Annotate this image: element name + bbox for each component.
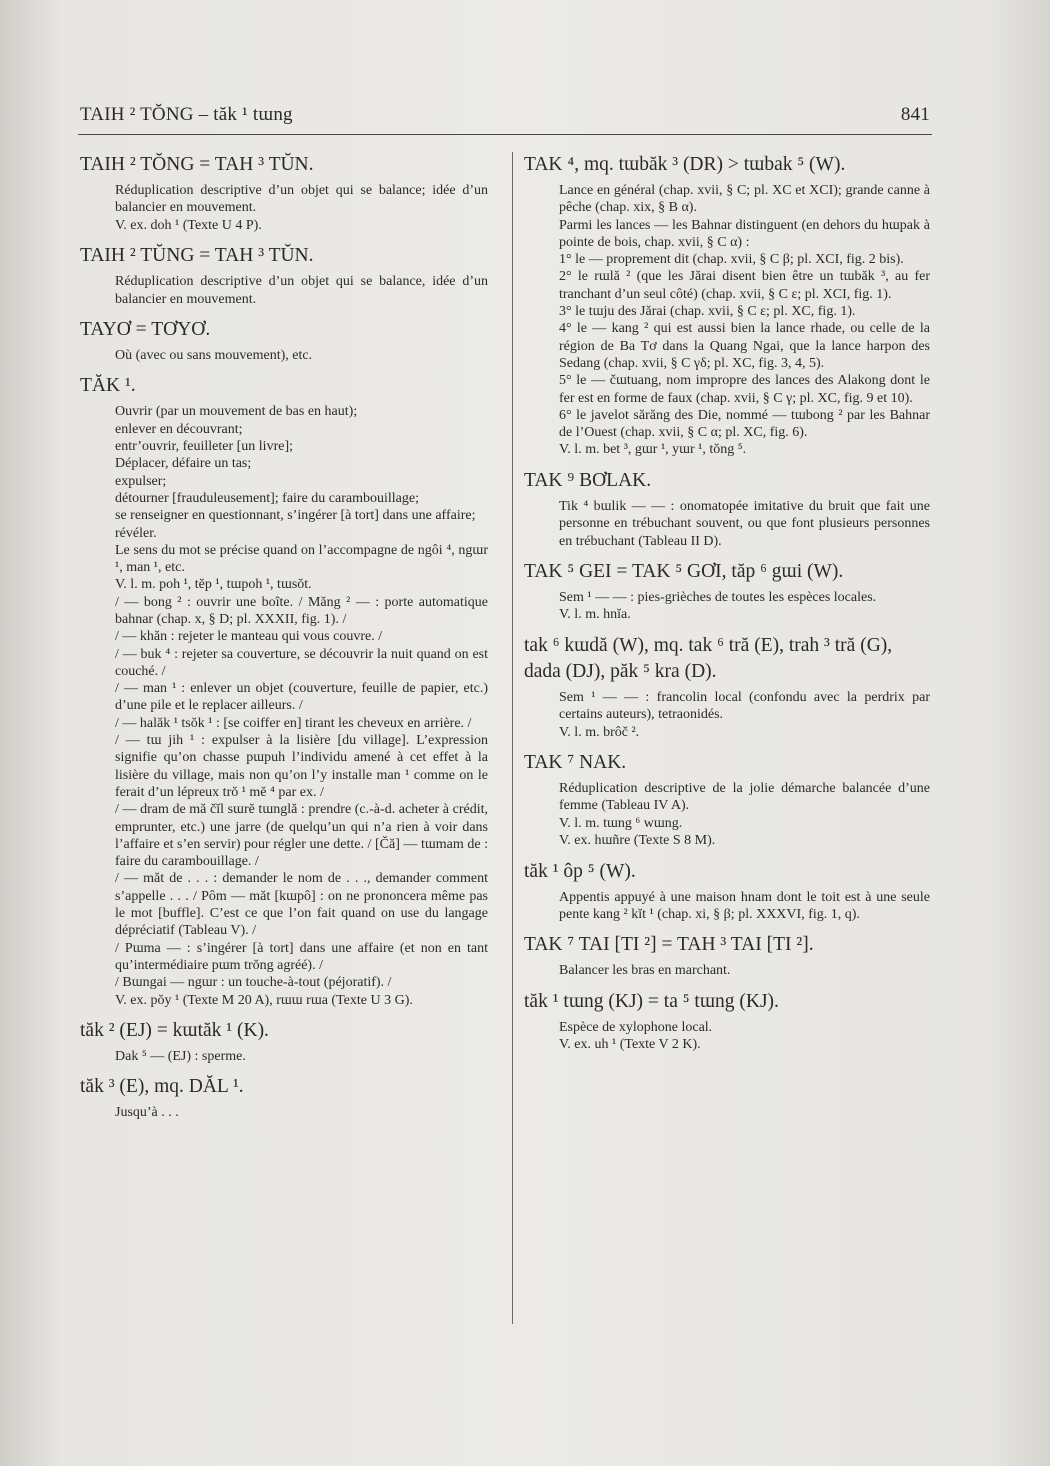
entry-line: Où (avec ou sans mouvement), etc.	[115, 348, 313, 364]
entry-headword: TAK ⁷ NAK.	[524, 752, 627, 773]
entry-line: / — tɯ jih ¹ : expulser à la lisière [du village]. L’expression signifie qu’on chasse pɯpuh l’individu amené à cet effet à la lisière du village, mais non qu’on l’y installe man ¹ comme on le ferait d’un lépreux trŏ ¹ mĕ ⁴ par ex. /	[115, 733, 488, 800]
dictionary-entry	[80, 1018, 488, 1065]
entry-line: 3° le tɯju des Jărai (chap. xvii, § C ε; pl. XC, fig. 1).	[559, 304, 856, 320]
dictionary-entry	[524, 750, 930, 850]
dictionary-entry	[80, 373, 488, 1008]
entry-body	[559, 689, 930, 741]
entry-headword: TAYƠ = TƠYƠ.	[80, 319, 211, 341]
entry-body	[115, 347, 488, 364]
entry-body	[115, 1048, 488, 1065]
dictionary-entry	[80, 243, 488, 308]
entry-headword: tak ⁶ kɯdă (W), mq. tak ⁶ tră (E), trah ³ tră (G), dada (DJ), păk ⁵ kra (D).	[524, 634, 893, 682]
entry-body	[559, 589, 930, 624]
left-column	[80, 152, 488, 1131]
right-column	[524, 152, 930, 1063]
entry-line: Le sens du mot se précise quand on l’accompagne de ngôi ⁴, ngɯr ¹, man ¹, etc.	[115, 542, 488, 576]
entry-line: / — măt de . . . : demander le nom de . . ., demander comment s’appelle . . . / Pôm — măt [kɯpô] : on ne prononcera même pas le mot [buffle]. C’est ce que l’on fait quand on use du langage dépréciatif (Tableau V). /	[115, 871, 488, 939]
running-head	[80, 104, 930, 126]
entry-line: V. l. m. tɯng ⁶ wɯng.	[559, 815, 683, 831]
entry-headword: TAK ⁹ BƠLAK.	[524, 469, 652, 491]
entry-body	[559, 498, 930, 550]
entry-line: enlever en découvrant;	[115, 421, 243, 437]
column-divider	[512, 152, 513, 1324]
entry-line: 4° le — kang ² qui est aussi bien la lance rhade, ou celle de la région de Ba Tơ dans la Quang Ngai, que la lance harpon des Sedang (chap. xvii, § C γδ; pl. XC, fig. 3, 4, 5).	[559, 321, 930, 371]
entry-line: Dak ⁵ — (EJ) : sperme.	[115, 1048, 246, 1064]
entry-body	[559, 962, 930, 979]
entry-headword: tăk ¹ tɯng (KJ) = ta ⁵ tɯng (KJ).	[524, 990, 779, 1012]
entry-line: Jusqu’à . . .	[115, 1105, 179, 1121]
entry-headword: tăk ³ (E), mq. DĂL ¹.	[80, 1076, 244, 1098]
dictionary-entry	[80, 1074, 488, 1121]
entry-line: / — man ¹ : enlever un objet (couverture, feuille de papier, etc.) d’une pile et le replacer ailleurs. /	[115, 681, 488, 714]
entry-line: V. ex. doh ¹ (Texte U 4 P).	[115, 217, 262, 233]
entry-line: V. l. m. bet ³, gɯr ¹, yɯr ¹, tŏng ⁵.	[559, 442, 747, 458]
entry-line: Sem ¹ — — : pies-grièches de toutes les espèces locales.	[559, 589, 877, 605]
entry-line: V. l. m. brôč ².	[559, 724, 640, 740]
dictionary-entry	[524, 859, 930, 924]
entry-headword: TAK ⁴, mq. tɯbăk ³ (DR) > tɯbak ⁵ (W).	[524, 154, 846, 175]
entry-headword: TAK ⁵ GEI = TAK ⁵ GƠI, tăp ⁶ gɯi (W).	[524, 560, 844, 582]
entry-line: expulser;	[115, 473, 167, 489]
entry-line: détourner [frauduleusement]; faire du carambouillage;	[115, 490, 419, 506]
entry-line: 5° le — čɯtuang, nom impropre des lances des Alakong dont le fer est en forme de faux (chap. xvii, § C γ; pl. XC, fig. 9 et 10).	[559, 373, 930, 406]
entry-line: révéler.	[115, 525, 157, 541]
entry-body	[559, 182, 930, 459]
entry-line: Appentis appuyé à une maison hnam dont le toit est à une seule pente kang ² kĭt ¹ (chap. xi, § β; pl. XXXVI, fig. 1, q).	[559, 889, 930, 923]
entry-line: se renseigner en questionnant, s’ingérer [à tort] dans une affaire;	[115, 508, 476, 524]
entry-body	[559, 889, 930, 924]
dictionary-entry	[524, 468, 930, 550]
entry-line: Déplacer, défaire un tas;	[115, 456, 252, 472]
entry-line: / — dram de mă čĭl sɯrĕ tɯnglă : prendre (c.-à-d. acheter à crédit, emprunter, etc.) une jarre (de quelqu’un qui n’a rien à voir dans l’affaire et s’en servir) pour régler une dette. / [Čă] — tɯmam de : faire du carambouillage. /	[115, 802, 488, 870]
entry-body	[115, 273, 488, 308]
entry-headword: TAK ⁷ TAI [TI ²] = TAH ³ TAI [TI ²].	[524, 934, 814, 956]
entry-line: Lance en général (chap. xvii, § C; pl. XC et XCI); grande canne à pêche (chap. xix, § B α).	[559, 183, 930, 216]
entry-line: / Pɯma — : s’ingérer [à tort] dans une affaire (et non en tant qu’intermédiaire pɯm trŏng agréé). /	[115, 940, 488, 973]
entry-line: 1° le — proprement dit (chap. xvii, § C β; pl. XCI, fig. 2 bis).	[559, 252, 904, 268]
entry-line: Réduplication descriptive de la jolie démarche balancée d’une femme (Tableau IV A).	[559, 781, 930, 814]
dictionary-entry	[524, 559, 930, 624]
entry-body	[115, 403, 488, 1008]
page-number: 841	[900, 104, 930, 125]
entry-headword: tăk ² (EJ) = kɯtăk ¹ (K).	[80, 1019, 269, 1041]
entry-line: V. ex. uh ¹ (Texte V 2 K).	[559, 1037, 701, 1053]
header-rule	[78, 134, 932, 135]
entry-line: / — buk ⁴ : rejeter sa couverture, se découvrir la nuit quand on est couché. /	[115, 646, 488, 679]
entry-line: Sem ¹ — — : francolin local (confondu avec la perdrix par certains auteurs), tetraonidés.	[559, 689, 930, 723]
entry-line: Espèce de xylophone local.	[559, 1019, 713, 1035]
entry-line: / — khăn : rejeter le manteau qui vous couvre. /	[115, 629, 383, 645]
entry-body	[559, 780, 930, 850]
dictionary-entry	[80, 317, 488, 364]
dictionary-entry	[80, 152, 488, 234]
entry-line: / Bɯngai — ngɯr : un touche-à-tout (péjoratif). /	[115, 975, 392, 991]
entry-line: 2° le rɯlă ² (que les Jărai disent bien être un tɯbăk ³, au fer tranchant d’un seul côté) (chap. xvii, § C ε; pl. XCI, fig. 1).	[559, 269, 930, 302]
dictionary-entry	[524, 989, 930, 1054]
entry-headword: TAIH ² TŎNG = TAH ³ TŬN.	[80, 154, 314, 175]
entry-line: Balancer les bras en marchant.	[559, 963, 731, 979]
dictionary-entry	[524, 633, 930, 741]
entry-line: / — halăk ¹ tsŏk ¹ : [se coiffer en] tirant les cheveux en arrière. /	[115, 715, 472, 731]
entry-line: V. ex. hɯñre (Texte S 8 M).	[559, 833, 716, 849]
entry-line: / — bong ² : ouvrir une boîte. / Măng ² — : porte automatique bahnar (chap. x, § D; pl. XXXII, fig. 1). /	[115, 594, 488, 627]
entry-line: V. l. m. hnĭa.	[559, 607, 631, 623]
entry-body	[559, 1019, 930, 1054]
entry-body	[115, 1104, 488, 1121]
dictionary-entry	[524, 932, 930, 979]
entry-line: V. l. m. poh ¹, tĕp ¹, tɯpoh ¹, tɯsŏt.	[115, 577, 312, 593]
entry-line: entr’ouvrir, feuilleter [un livre];	[115, 439, 293, 455]
entry-line: Parmi les lances — les Bahnar distinguent (en dehors du hɯpak à pointe de bois, chap. xvii, § C α) :	[559, 217, 930, 250]
dictionary-entry	[524, 152, 930, 459]
entry-body	[115, 182, 488, 234]
entry-headword: TĂK ¹.	[80, 375, 136, 397]
entry-line: Réduplication descriptive d’un objet qui se balance; idée d’un balancier en mouvement.	[115, 183, 488, 216]
entry-line: Réduplication descriptive d’un objet qui se balance, idée d’un balancier en mouvement.	[115, 274, 488, 307]
running-head-title: TAIH ² TŎNG – tăk ¹ tɯng	[80, 104, 293, 125]
entry-headword: TAIH ² TŬNG = TAH ³ TŬN.	[80, 245, 314, 267]
entry-line: 6° le javelot sărăng des Die, nommé — tɯbong ² par les Bahnar de l’Ouest (chap. xvii, § C α; pl. XC, fig. 6).	[559, 407, 930, 441]
entry-line: V. ex. pŏy ¹ (Texte M 20 A), rɯɯ rɯa (Texte U 3 G).	[115, 992, 413, 1008]
entry-headword: tăk ¹ ôp ⁵ (W).	[524, 860, 636, 882]
entry-line: Ouvrir (par un mouvement de bas en haut);	[115, 404, 358, 420]
entry-line: Tik ⁴ bɯlik — — : onomatopée imitative du bruit que fait une personne en trébuchant souvent, ou que font plusieurs personnes en trébuchant (Tableau II D).	[559, 498, 930, 549]
